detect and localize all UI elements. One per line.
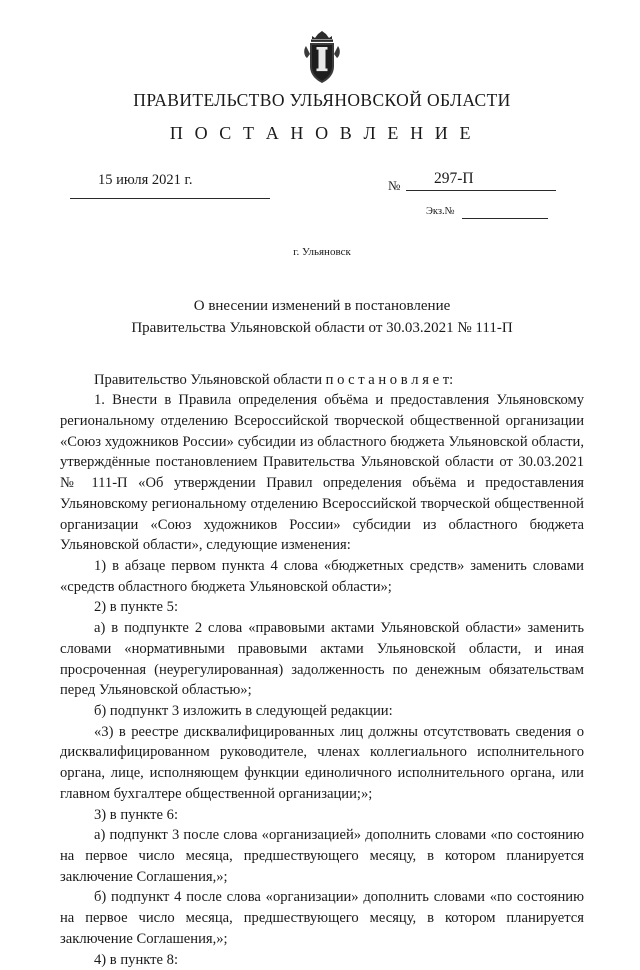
body-paragraph: 3) в пункте 6: bbox=[60, 805, 584, 826]
date-underline bbox=[70, 198, 270, 199]
copy-underline bbox=[462, 218, 548, 219]
emblem-container bbox=[60, 30, 584, 88]
body-paragraph: 1. Внести в Правила определения объёма и предоставления Ульяновскому региональному отделению Всероссийской творческой общественной организации «Союз художников России» субсидии из областного бюджета Ульяновской области, утверждённые постановлением Правительства Ульяновской области от 30.03.2021 № 111-П «Об утверждении Правил определения объёма и предоставления Ульяновскому региональному отделению Всероссийской творческой общественной организации «Союз художников России» субсидии из областного бюджета Ульяновской области», следующие изменения: bbox=[60, 390, 584, 556]
subject-line-2: Правительства Ульяновской области от 30.03.2021 № 111-П bbox=[60, 318, 584, 340]
body-paragraph: б) подпункт 3 изложить в следующей редакции: bbox=[60, 701, 584, 722]
copy-number-line bbox=[366, 204, 576, 226]
city-label: г. Ульяновск bbox=[60, 246, 584, 258]
coat-of-arms-icon bbox=[299, 30, 345, 86]
document-number-block bbox=[366, 172, 576, 226]
document-body bbox=[60, 370, 584, 970]
body-paragraph: 2) в пункте 5: bbox=[60, 597, 584, 618]
number-underline bbox=[406, 190, 556, 191]
body-paragraph: Правительство Ульяновской области п о с т а н о в л я е т: bbox=[60, 370, 584, 391]
document-subject bbox=[60, 296, 584, 340]
body-paragraph: 1) в абзаце первом пункта 4 слова «бюджетных средств» заменить словами «средств областного бюджета Ульяновской области»; bbox=[60, 556, 584, 597]
document-number: 297-П bbox=[434, 170, 474, 188]
subject-line-1: О внесении изменений в постановление bbox=[60, 296, 584, 318]
copy-label: Экз.№ bbox=[426, 206, 455, 217]
body-paragraph: а) подпункт 3 после слова «организацией» дополнить словами «по состоянию на первое число месяца, предшествующего месяцу, в котором планируется заключение Соглашения,»; bbox=[60, 825, 584, 887]
body-paragraph: 4) в пункте 8: bbox=[60, 950, 584, 970]
government-title: ПРАВИТЕЛЬСТВО УЛЬЯНОВСКОЙ ОБЛАСТИ bbox=[60, 90, 584, 111]
body-paragraph: «3) в реестре дисквалифицированных лиц должны отсутствовать сведения о дисквалифицированном руководителе, членах коллегиального исполнительного органа, лице, исполняющем функции единоличного исполнительного органа, или главном бухгалтере общественной организации;»; bbox=[60, 722, 584, 805]
document-type-heading: П О С Т А Н О В Л Е Н И Е bbox=[60, 123, 584, 144]
document-number-line bbox=[366, 172, 576, 196]
body-paragraph: а) в подпункте 2 слова «правовыми актами Ульяновской области» заменить словами «нормативными правовыми актами Ульяновской области, и иная просроченная (неурегулированная) задолженность по денежным обязательствам перед Ульяновской областью»; bbox=[60, 618, 584, 701]
document-meta-row bbox=[60, 172, 584, 230]
body-paragraph: б) подпункт 4 после слова «организации» дополнить словами «по состоянию на первое число месяца, предшествующего месяцу, в котором планируется заключение Соглашения,»; bbox=[60, 887, 584, 949]
document-date: 15 июля 2021 г. bbox=[98, 172, 192, 189]
number-label: № bbox=[388, 178, 400, 194]
